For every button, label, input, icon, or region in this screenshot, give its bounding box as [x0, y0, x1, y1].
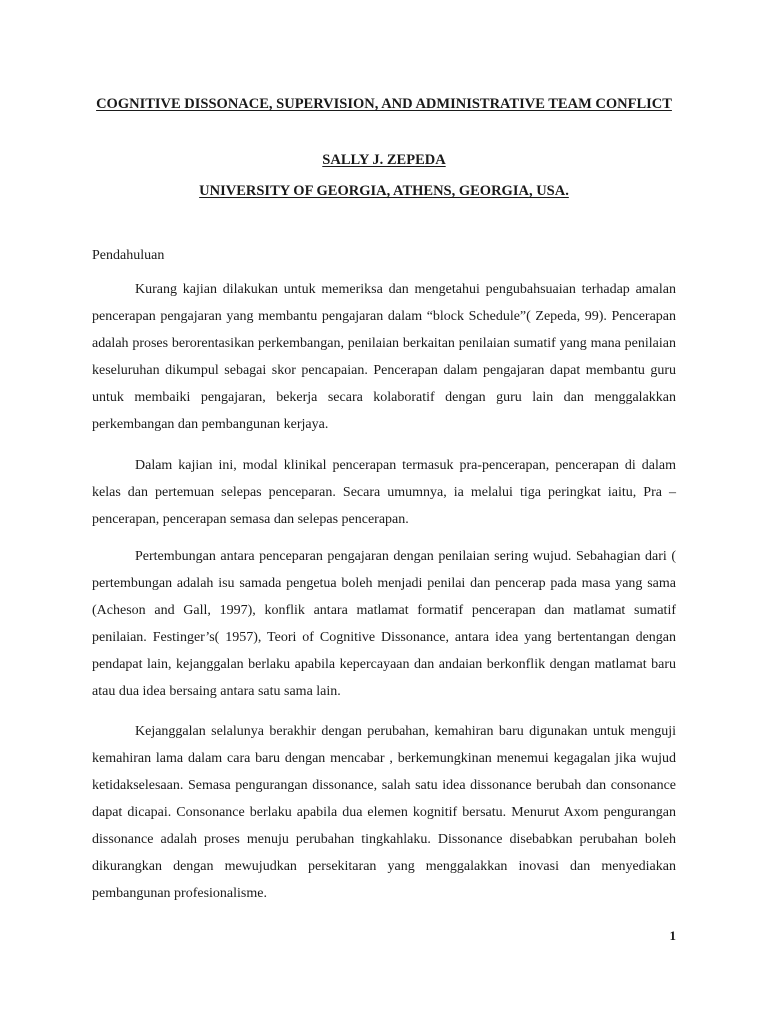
author-name-text: SALLY J. ZEPEDA: [322, 152, 446, 168]
page-number: 1: [669, 928, 676, 943]
document-title-text: COGNITIVE DISSONACE, SUPERVISION, AND ADMINISTRATIVE TEAM CONFLICT: [96, 96, 672, 112]
document-title: [92, 94, 676, 114]
author-affiliation: [92, 181, 676, 201]
paragraph-4: Kejanggalan selalunya berakhir dengan perubahan, kemahiran baru digunakan untuk menguji kemahiran lama dalam cara baru dengan mencabar , berkemungkinan menemui kegagalan jika wujud ketidakselesaan. Semasa pengurangan dissonance, salah satu idea dissonance berubah dan consonance dapat dicapai. Consonance berlaku apabila dua elemen kognitif bersatu. Menurut Axom pengurangan dissonance adalah proses menuju perubahan tingkahlaku. Dissonance disebabkan perubahan boleh dikurangkan dengan mewujudkan persekitaran yang menggalakkan inovasi dan menyediakan pembangunan profesionalisme.: [92, 724, 676, 901]
paragraph-2: Dalam kajian ini, modal klinikal pencerapan termasuk pra-pencerapan, pencerapan di dalam kelas dan pertemuan selepas penceparan. Secara umumnya, ia melalui tiga peringkat iaitu, Pra – pencerapan, pencerapan semasa dan selepas pencerapan.: [92, 458, 676, 527]
paragraph-1: Kurang kajian dilakukan untuk memeriksa dan mengetahui pengubahsuaian terhadap amalan pencerapan pengajaran yang membantu pengajaran dalam “block Schedule”( Zepeda, 99). Pencerapan adalah proses berorentasikan perkembangan, penilaian berkaitan penilaian sumatif yang mana penilaian keseluruhan dikumpul sebagai skor pencapaian. Pencerapan dalam pengajaran dapat membantu guru untuk membaiki pengajaran, bekerja secara kolaboratif dengan guru lain dan menggalakkan perkembangan dan pembangunan kerjaya.: [92, 282, 676, 432]
paragraph-3: Pertembungan antara penceparan pengajaran dengan penilaian sering wujud. Sebahagian dari ( pertembungan adalah isu samada pengetua boleh menjadi penilai dan pencerap pada masa yang sama (Acheson and Gall, 1997), konflik antara matlamat formatif pencerapan dan matlamat sumatif penilaian. Festinger’s( 1957), Teori of Cognitive Dissonance, antara idea yang bertentangan dengan pendapat lain, kejanggalan berlaku apabila kepercayaan dan andaian berkonflik dengan matlamat baru atau dua idea bersaing antara satu sama lain.: [92, 549, 676, 699]
section-heading: Pendahuluan: [92, 248, 165, 263]
author-affiliation-text: UNIVERSITY OF GEORGIA, ATHENS, GEORGIA, USA.: [199, 183, 569, 199]
author-name: [92, 150, 676, 170]
